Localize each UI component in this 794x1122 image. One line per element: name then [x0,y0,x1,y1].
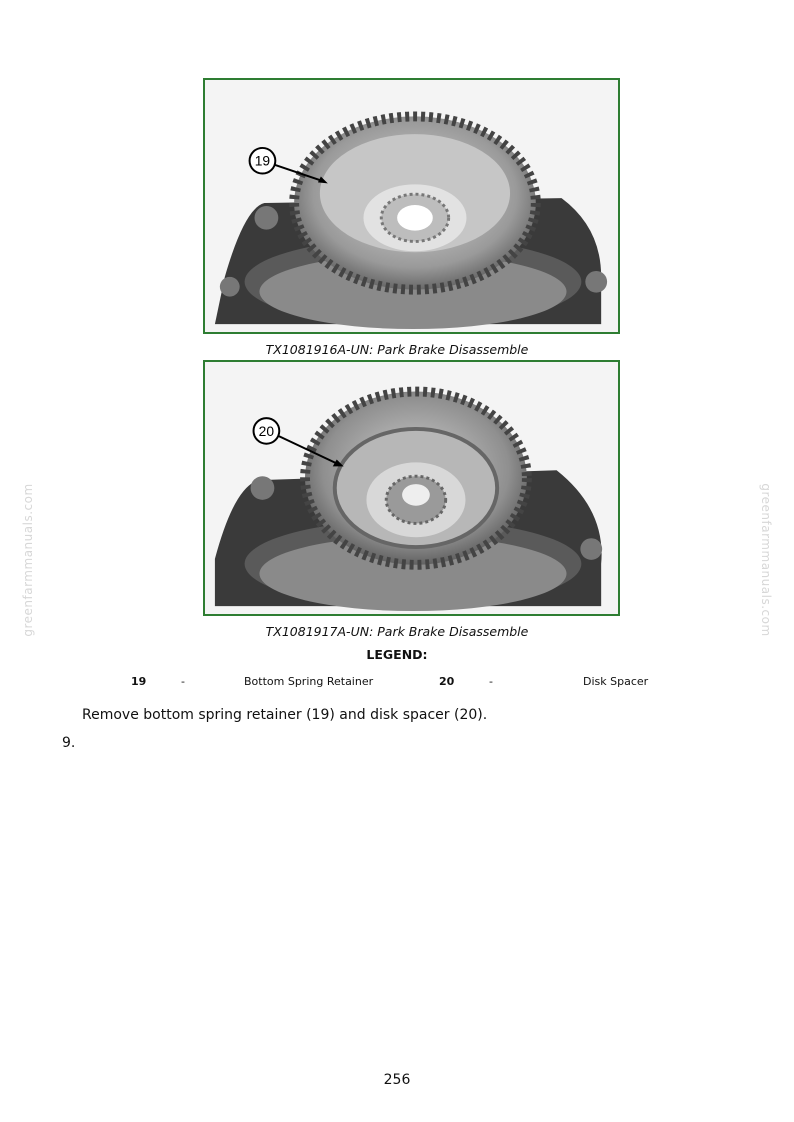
page-number: 256 [383,1072,411,1088]
figure-caption-2: TX1081917A-UN: Park Brake Disassemble [265,624,529,639]
callout-arrowhead-19 [318,176,328,183]
callout-label-19: 19 [254,152,271,169]
step-number: 9. [62,735,76,751]
callout-arrow-19 [274,165,324,182]
legend-label-19: Bottom Spring Retainer [244,675,374,688]
callout-overlay-1 [205,80,618,332]
legend-number-19: 19 [131,675,147,688]
callout-label-20: 20 [258,422,275,439]
callout-arrow-20 [278,436,338,465]
callout-overlay-2 [205,362,618,614]
figure-caption-1: TX1081916A-UN: Park Brake Disassemble [265,342,529,357]
watermark-right: greenfarmmanuals.com [759,483,773,637]
watermark-left: greenfarmmanuals.com [21,483,35,637]
park-brake-photo-2 [203,360,620,616]
legend-row [0,675,794,691]
legend-title: LEGEND: [366,647,428,662]
legend-label-20: Disk Spacer [583,675,649,688]
legend-number-20: 20 [439,675,455,688]
legend-dash-19: - [181,675,185,688]
instruction-text: Remove bottom spring retainer (19) and disk spacer (20). [82,707,488,723]
park-brake-photo-1 [203,78,620,334]
legend-dash-20: - [489,675,493,688]
